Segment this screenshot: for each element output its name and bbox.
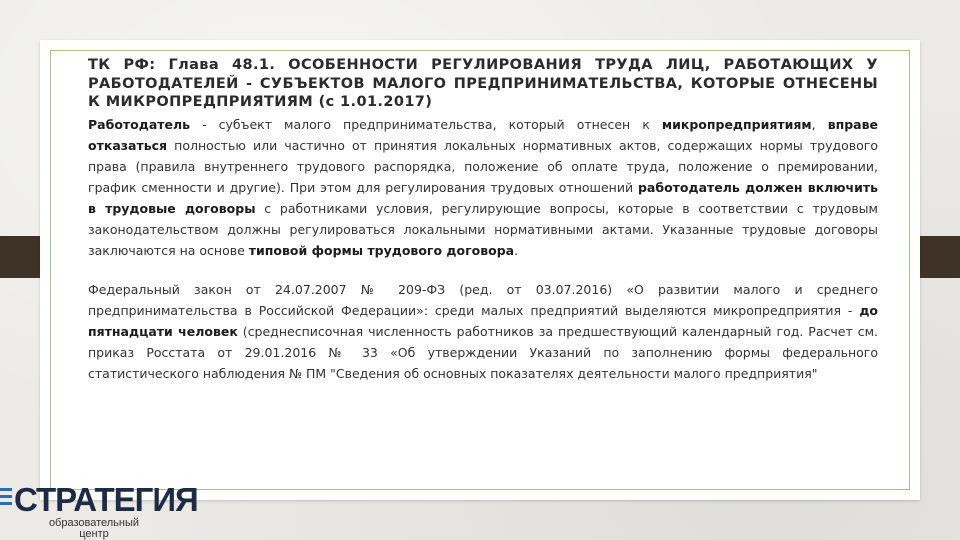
logo-wordmark: СТРАТЕГИЯ [14,481,198,518]
logo-subtitle: образовательный центр [48,517,140,540]
text-segment: (среднесписочная численность работников за предшествующий календарный год. Расчет см. приказ Росстата от 29.01.2016 № 33 «Об утверждении Указаний по заполнению формы федерального статистического наблюдения № ПМ "Сведения об основных показателях деятельности малого предприятия" [88,323,878,381]
text-segment: . [514,242,519,258]
slide-content [88,56,878,384]
logo-stripes [0,488,12,509]
text-segment: - субъект малого предпринимательства, который отнесен к [190,116,662,132]
emphasis-up-to-fifteen: до пятнадцати человек [88,302,878,339]
text-segment: , [811,116,828,132]
emphasis-microenterprises: микропредприятиям [661,116,812,132]
left-accent-bar [0,236,40,278]
emphasis-must-include: работодатель должен включить в трудовые договоры [88,179,878,216]
right-accent-bar [920,236,960,278]
emphasis-employer: Работодатель [88,116,191,132]
company-logo [0,478,198,540]
text-segment: Федеральный закон от 24.07.2007 № 209-ФЗ (ред. от 03.07.2016) «О развитии малого и среднего предпринимательства в Российской Федерации»: среди малых предприятий выделяются микропредприятия - [88,281,878,318]
paragraph-microenterprise-employer [88,114,878,261]
emphasis-may-refuse: вправе отказаться [88,116,879,153]
text-segment: с работниками условия, регулирующие вопросы, которые в соответствии с трудовым законодательством должны регулироваться локальными нормативными актами. Указанные трудовые договоры заключаются на основе [88,200,878,258]
content-card [40,40,920,500]
paragraph-federal-law [88,279,878,384]
emphasis-standard-form: типовой формы трудового договора [248,242,515,258]
text-segment: полностью или частично от принятия локальных нормативных актов, содержащих нормы трудового права (правила внутреннего трудового распорядка, положение об оплате труда, положение о премировании, график сменности и другие). При этом для регулирования трудовых отношений [88,137,878,195]
slide-title: ТК РФ: Глава 48.1. ОСОБЕННОСТИ РЕГУЛИРОВАНИЯ ТРУДА ЛИЦ, РАБОТАЮЩИХ У РАБОТОДАТЕЛЕЙ - СУБЪЕКТОВ МАЛОГО ПРЕДПРИНИМАТЕЛЬСТВА, КОТОРЫЕ ОТНЕСЕНЫ К МИКРОПРЕДПРИЯТИЯМ (с 1.01.2017) [88,57,878,110]
